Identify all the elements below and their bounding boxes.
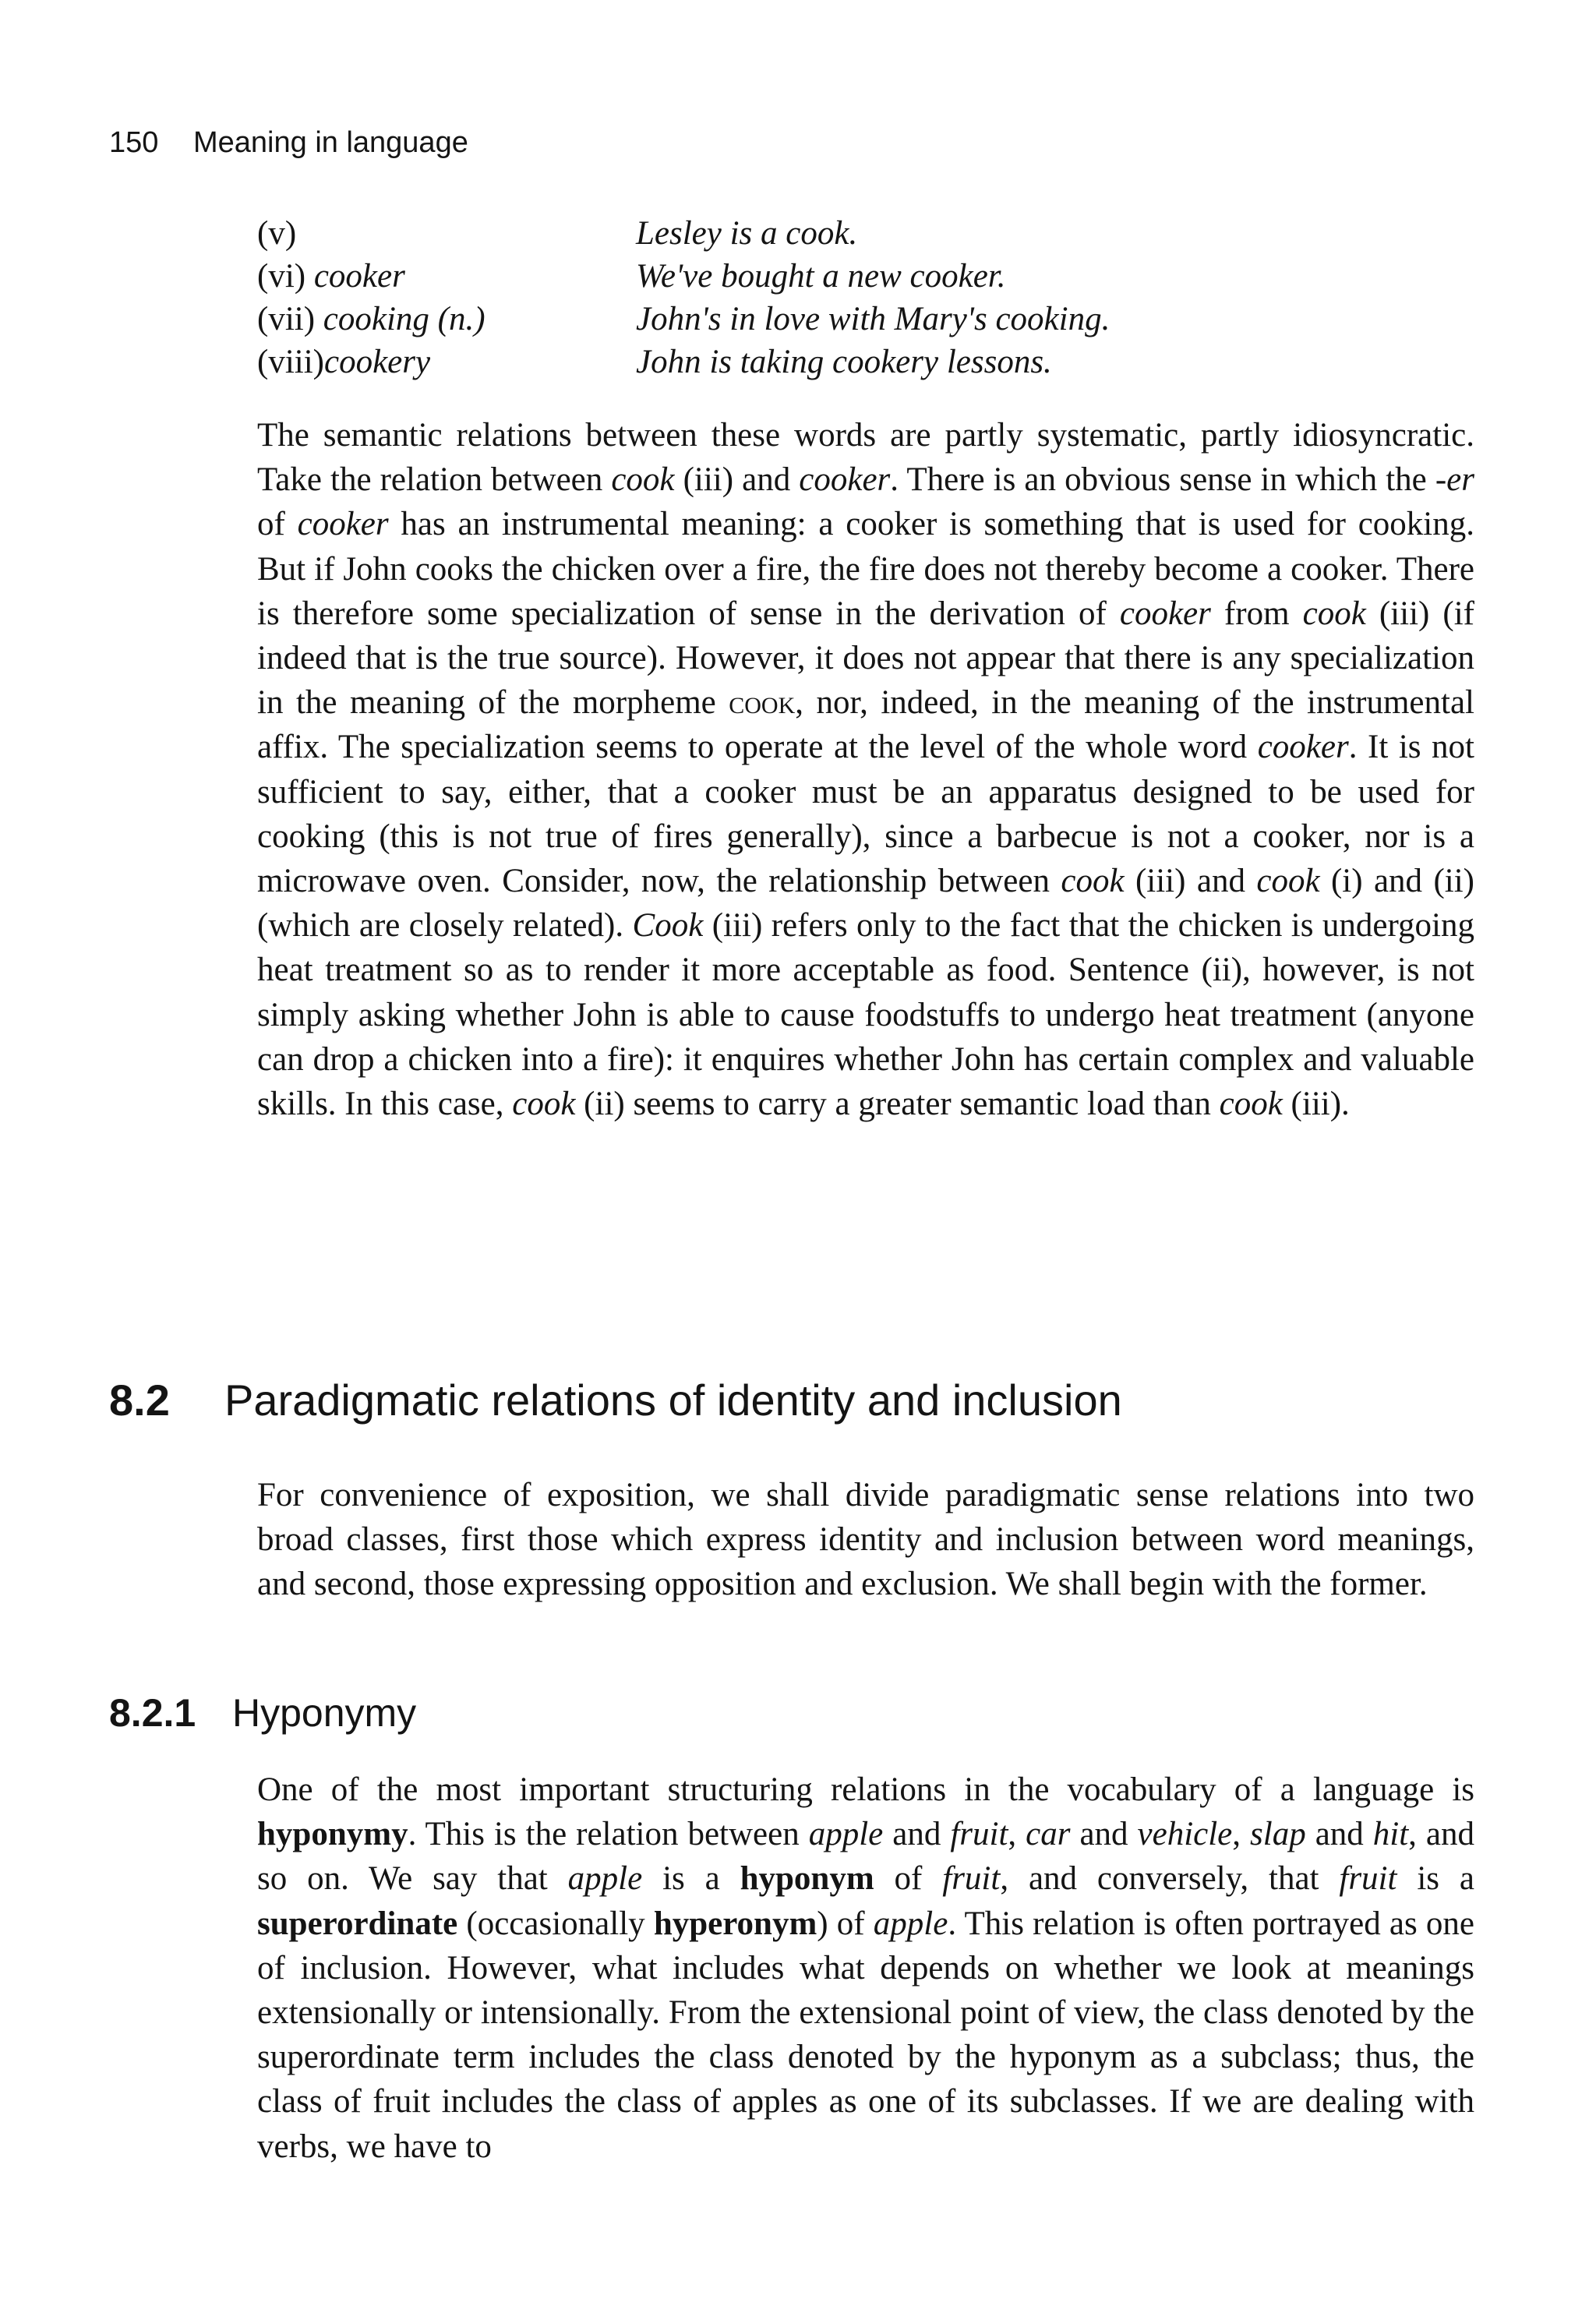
paragraph-hyponymy: One of the most important structuring relations in the vocabulary of a language is hyponymy. This is the relation between apple and fruit, car and vehicle, slap and hit, and so on. We say that apple is a hyponym of fruit, and conversely, that fruit is a superordinate (occasionally hyperonym) of apple. This relation is often portrayed as one of inclusion. However, what includes what depends on whether we look at meanings extensionally or intensionally. From the extensional point of view, the class denoted by the superordinate term includes the class denoted by the hyponym as a subclass; thus, the class of fruit includes the class of apples as one of its subclasses. If we are dealing with verbs, we have to [257,1771,1475,2165]
section-heading-8-2-1 [109,1687,416,1739]
section-title: Paradigmatic relations of identity and inclusion [224,1376,1122,1425]
section-number: 8.2 [109,1376,170,1425]
section-title: Hyponymy [232,1691,417,1735]
example-list [257,212,1110,383]
example-word: cooking (n.) [323,301,486,337]
example-number: (v) [257,215,297,252]
example-number: (viii) [257,344,324,380]
running-head [109,125,468,161]
example-number: (vi) [257,258,306,295]
example-sentence: Lesley is a cook. [636,215,858,252]
paragraph-cook-semantics: The semantic relations between these words are partly systematic, partly idiosyncratic. Take the relation between cook (iii) and cooker. There is an obvious sense in which the -er of cooker has an instrumental meaning: a cooker is something that is used for cooking. But if John cooks the chicken over a fire, the fire does not thereby become a cooker. There is therefore some specialization of sense in the derivation of cooker from cook (iii) (if indeed that is the true source). However, it does not appear that there is any specialization in the meaning of the morpheme cook, nor, indeed, in the meaning of the instrumental affix. The specialization seems to operate at the level of the whole word cooker. It is not sufficient to say, either, that a cooker must be an apparatus designed to be used for cooking (this is not true of fires generally), since a barbecue is not a cooker, nor is a microwave oven. Consider, now, the relationship between cook (iii) and cook (i) and (ii) (which are closely related). Cook (iii) refers only to the fact that the chicken is undergoing heat treatment so as to render it more acceptable as food. Sentence (ii), however, is not simply asking whether John is able to cause foodstuffs to undergo heat treatment (anyone can drop a chicken into a fire): it enquires whether John has certain complex and valuable skills. In this case, cook (ii) seems to carry a greater semantic load than cook (iii). [257,417,1474,1123]
example-row [257,298,1110,341]
paragraph-section-8-2: For convenience of exposition, we shall divide paradigmatic sense relations into two broad classes, first those which express identity and inclusion between word meanings, and second, those expressing opposition and exclusion. We shall begin with the former. [257,1477,1474,1603]
example-word: cookery [323,344,431,380]
section-heading-8-2 [109,1375,1122,1426]
example-sentence: John's in love with Mary's cooking. [636,301,1110,337]
example-sentence: John is taking cookery lessons. [636,344,1052,380]
example-row [257,212,1110,255]
page-number: 150 [109,126,159,159]
example-row [257,341,1110,383]
section-number: 8.2.1 [109,1691,196,1735]
example-sentence: We've bought a new cooker. [636,258,1006,295]
example-word: cooker [313,258,405,295]
example-row [257,255,1110,298]
running-head-title: Meaning in language [193,126,468,159]
example-number: (vii) [257,301,316,337]
